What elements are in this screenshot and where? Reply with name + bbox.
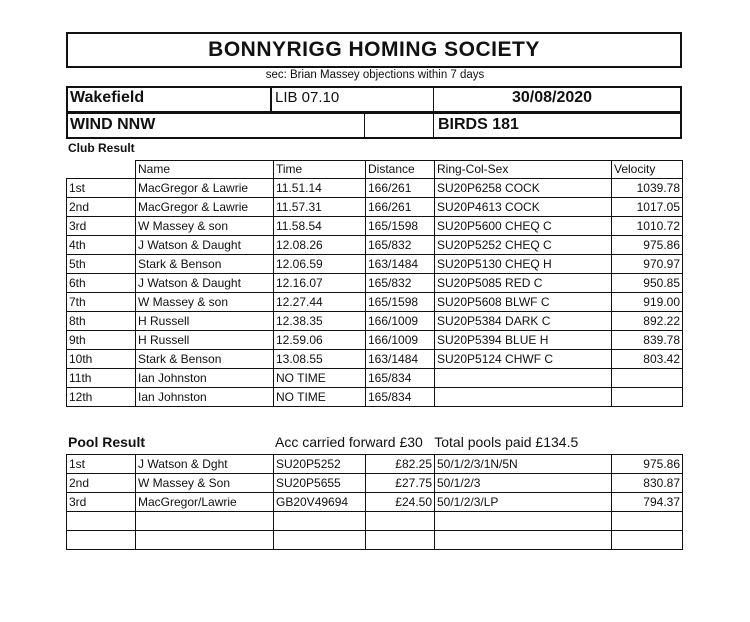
column-header-time: Time (274, 161, 366, 179)
position-cell: 2nd (67, 198, 136, 217)
velocity-cell: 975.86 (612, 455, 683, 474)
name-cell: J Watson & Dght (136, 455, 274, 474)
name-cell: MacGregor/Lawrie (136, 493, 274, 512)
position-cell: 5th (67, 255, 136, 274)
velocity-cell: 919.00 (612, 293, 683, 312)
distance-cell: 166/1009 (366, 312, 435, 331)
pool-result-label: Pool Result (68, 434, 146, 450)
table-header-row (67, 161, 683, 179)
position-cell: 3rd (67, 493, 136, 512)
velocity-cell: 950.85 (612, 274, 683, 293)
position-cell: 4th (67, 236, 136, 255)
amount-cell: £27.75 (366, 474, 435, 493)
ring-cell: SU20P5085 RED C (435, 274, 612, 293)
position-cell (67, 531, 136, 550)
name-cell: Stark & Benson (136, 255, 274, 274)
distance-cell: 165/834 (366, 388, 435, 407)
race-point: Wakefield (70, 89, 145, 106)
time-cell: NO TIME (274, 369, 366, 388)
velocity-cell (612, 512, 683, 531)
velocity-cell: 803.42 (612, 350, 683, 369)
name-cell: W Massey & son (136, 293, 274, 312)
ring-cell: SU20P4613 COCK (435, 198, 612, 217)
name-cell: Stark & Benson (136, 350, 274, 369)
table-row (67, 236, 683, 255)
table-row (67, 198, 683, 217)
wind-birds-row (66, 112, 682, 139)
name-cell: H Russell (136, 312, 274, 331)
position-cell: 3rd (67, 217, 136, 236)
table-row (67, 531, 683, 550)
position-cell: 8th (67, 312, 136, 331)
pool-summary: Acc carried forward £30 Total pools paid £134.5 (275, 434, 579, 450)
divider (433, 88, 434, 111)
velocity-cell: 1017.05 (612, 198, 683, 217)
table-row (67, 293, 683, 312)
time-cell: 12.27.44 (274, 293, 366, 312)
name-cell: MacGregor & Lawrie (136, 179, 274, 198)
ring-cell: SU20P6258 COCK (435, 179, 612, 198)
position-cell: 11th (67, 369, 136, 388)
wind-direction: WIND NNW (70, 116, 156, 133)
velocity-cell (612, 531, 683, 550)
position-cell: 1st (67, 179, 136, 198)
ring-cell (435, 388, 612, 407)
ring-cell: SU20P5252 CHEQ C (435, 236, 612, 255)
velocity-cell: 1039.78 (612, 179, 683, 198)
name-cell: W Massey & son (136, 217, 274, 236)
pools-cell: 50/1/2/3 (435, 474, 612, 493)
velocity-cell (612, 369, 683, 388)
column-header-name: Name (136, 161, 274, 179)
table-row (67, 312, 683, 331)
distance-cell: 165/832 (366, 274, 435, 293)
time-cell: 11.58.54 (274, 217, 366, 236)
distance-cell: 165/832 (366, 236, 435, 255)
table-row (67, 388, 683, 407)
time-cell: 12.16.07 (274, 274, 366, 293)
time-cell: 12.38.35 (274, 312, 366, 331)
velocity-cell: 839.78 (612, 331, 683, 350)
ring-cell (274, 512, 366, 531)
title-box (66, 32, 682, 68)
velocity-cell: 892.22 (612, 312, 683, 331)
club-result-label: Club Result (68, 141, 135, 155)
ring-cell: SU20P5252 (274, 455, 366, 474)
table-row (67, 474, 683, 493)
position-cell: 10th (67, 350, 136, 369)
name-cell: J Watson & Daught (136, 236, 274, 255)
name-cell (136, 512, 274, 531)
amount-cell: £82.25 (366, 455, 435, 474)
position-cell (67, 512, 136, 531)
distance-cell: 166/261 (366, 179, 435, 198)
distance-cell: 165/1598 (366, 293, 435, 312)
time-cell: 12.06.59 (274, 255, 366, 274)
distance-cell: 165/834 (366, 369, 435, 388)
club-result-table (66, 160, 683, 407)
velocity-cell: 975.86 (612, 236, 683, 255)
time-cell: 11.51.14 (274, 179, 366, 198)
position-cell: 2nd (67, 474, 136, 493)
table-row (67, 331, 683, 350)
position-cell: 6th (67, 274, 136, 293)
amount-cell (366, 512, 435, 531)
table-row (67, 217, 683, 236)
column-header-distance: Distance (366, 161, 435, 179)
distance-cell: 166/261 (366, 198, 435, 217)
ring-cell: SU20P5384 DARK C (435, 312, 612, 331)
name-cell: H Russell (136, 331, 274, 350)
distance-cell: 165/1598 (366, 217, 435, 236)
table-row (67, 455, 683, 474)
liberation-time: LIB 07.10 (275, 89, 340, 106)
birds-count: BIRDS 181 (438, 116, 519, 133)
table-row (67, 274, 683, 293)
distance-cell: 163/1484 (366, 255, 435, 274)
position-cell: 7th (67, 293, 136, 312)
time-cell: 12.59.06 (274, 331, 366, 350)
table-row (67, 179, 683, 198)
name-cell: MacGregor & Lawrie (136, 198, 274, 217)
name-cell: J Watson & Daught (136, 274, 274, 293)
pools-cell (435, 512, 612, 531)
divider (270, 88, 272, 111)
distance-cell: 166/1009 (366, 331, 435, 350)
divider (364, 114, 365, 137)
position-cell: 12th (67, 388, 136, 407)
pools-cell: 50/1/2/3/LP (435, 493, 612, 512)
time-cell: 13.08.55 (274, 350, 366, 369)
divider (433, 114, 434, 137)
position-cell: 9th (67, 331, 136, 350)
velocity-cell: 830.87 (612, 474, 683, 493)
amount-cell (366, 531, 435, 550)
velocity-cell: 970.97 (612, 255, 683, 274)
pools-cell (435, 531, 612, 550)
table-row (67, 255, 683, 274)
ring-cell (274, 531, 366, 550)
velocity-cell (612, 388, 683, 407)
amount-cell: £24.50 (366, 493, 435, 512)
column-header-ring: Ring-Col-Sex (435, 161, 612, 179)
table-row (67, 493, 683, 512)
ring-cell (435, 369, 612, 388)
society-title: BONNYRIGG HOMING SOCIETY (208, 38, 540, 61)
time-cell: 11.57.31 (274, 198, 366, 217)
velocity-cell: 794.37 (612, 493, 683, 512)
blank-cell (67, 161, 136, 179)
name-cell: Ian Johnston (136, 388, 274, 407)
position-cell: 1st (67, 455, 136, 474)
race-date: 30/08/2020 (512, 89, 593, 106)
distance-cell: 163/1484 (366, 350, 435, 369)
pool-result-table (66, 454, 683, 550)
name-cell: W Massey & Son (136, 474, 274, 493)
column-header-velocity: Velocity (612, 161, 683, 179)
time-cell: NO TIME (274, 388, 366, 407)
secretary-line: sec: Brian Massey objections within 7 days (265, 69, 485, 81)
table-row (67, 350, 683, 369)
ring-cell: SU20P5394 BLUE H (435, 331, 612, 350)
ring-cell: SU20P5600 CHEQ C (435, 217, 612, 236)
ring-cell: SU20P5124 CHWF C (435, 350, 612, 369)
ring-cell: GB20V49694 (274, 493, 366, 512)
ring-cell: SU20P5608 BLWF C (435, 293, 612, 312)
pools-cell: 50/1/2/3/1N/5N (435, 455, 612, 474)
table-row (67, 369, 683, 388)
time-cell: 12.08.26 (274, 236, 366, 255)
ring-cell: SU20P5655 (274, 474, 366, 493)
name-cell (136, 531, 274, 550)
velocity-cell: 1010.72 (612, 217, 683, 236)
ring-cell: SU20P5130 CHEQ H (435, 255, 612, 274)
name-cell: Ian Johnston (136, 369, 274, 388)
table-row (67, 512, 683, 531)
